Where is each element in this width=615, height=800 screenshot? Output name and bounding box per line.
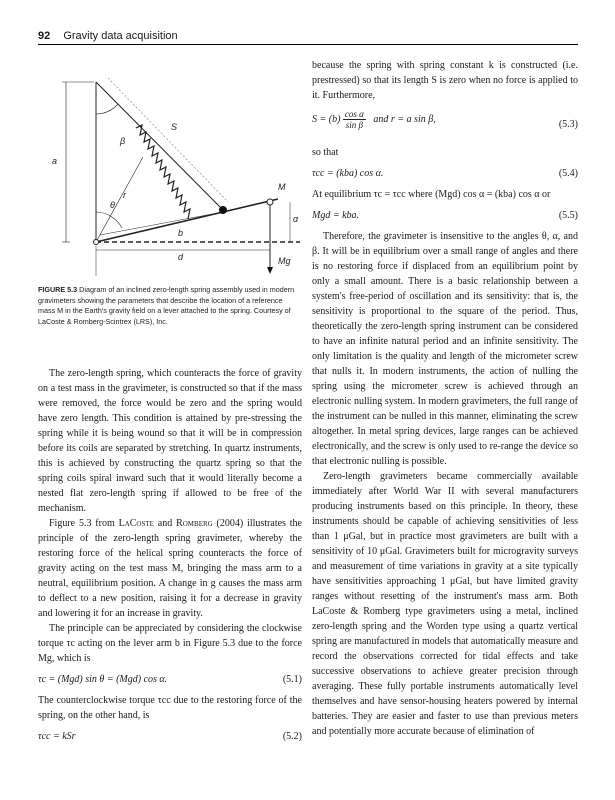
left-paragraph-3: The principle can be appreciated by considering the clockwise torque τc acting on the lever arm b in Figure 5.3 due to the force Mg, which is — [38, 623, 302, 664]
right-paragraph-3: Zero-length gravimeters became commercially available immediately after World War II with several manufacturers producing instruments based on this principle. In theory, these instruments should be capable of achieving sensitivities of less than 1 μGal, but in practice most gravimeters are built with a sensitivity of 10 μGal. Gravimeters built for microgravity surveys and measurement of time variations in gravity at a site typically have sensitivities approaching 1 μGal, but have limited gravity ranges without resetting of the instrument's mass arm. Both LaCoste & Romberg type gravimeters using a metal, inclined zero-length spring and the Worden type using a quartz vertical spring are manufactured in models that automatically measure and record the observations corrected for tidal effects and take successive observations to achieve greater precision through averaging. These fully portable instruments automatically level themselves and have sensor-housing heaters powered by internal batteries. They are easier and faster to use than previous meters and potentially more accurate because of elimination of — [312, 471, 579, 737]
pivot — [94, 240, 99, 245]
label-beta: β — [120, 136, 126, 146]
right-paragraph-1: because the spring with spring constant k is constructed (i.e. prestressed) so that its length S is zero when no force is applied to it. Furthermore, — [312, 60, 578, 101]
fraction: $\frac{\text{cos α}}{\text{sin β}}$ — [344, 109, 364, 130]
equation-number: (5.3) — [558, 119, 578, 130]
running-header — [38, 30, 578, 42]
gravity-arrow — [267, 267, 273, 274]
so-that-text: so that — [312, 147, 339, 158]
running-title: Gravity data acquisition — [63, 30, 178, 42]
label-theta: θ — [110, 200, 115, 210]
reference-mass — [219, 206, 227, 214]
equation-number: (5.4) — [558, 168, 578, 179]
page-number: 92 — [38, 30, 51, 42]
author-romberg: Romberg — [176, 518, 213, 529]
spring-axis — [96, 82, 223, 210]
author-lacoste: LaCoste — [118, 518, 154, 529]
equation-5-4: τcc = (kba) cos α. (5.4) — [312, 168, 578, 179]
left-paragraph-4: The counterclockwise torque τcc due to the restoring force of the spring, on the other hand, is — [38, 695, 302, 721]
label-d: d — [178, 252, 184, 262]
equilibrium-text: At equilibrium τc = τcc where (Mgd) cos α = (kba) cos α or — [312, 189, 551, 200]
header-rule — [38, 44, 578, 45]
equation-5-1: τc = (Mgd) sin θ = (Mgd) cos α. (5.1) — [38, 674, 302, 685]
label-M: M — [278, 182, 286, 192]
spring-assembly-figure — [38, 52, 308, 282]
equation-number: (5.5) — [558, 210, 578, 221]
lever-arm — [96, 199, 278, 242]
right-paragraph-2: Therefore, the gravimeter is insensitive to the angles θ, α, and β. It will be in equilibrium over a small range of angles and there is no restoring force if displaced from an equilibrium point by only a small amount. There is a basic relationship between a system's free-period of oscillation and its sensitivity: that is, the sensitivity is proportional to the square of the period. Thus, theoretically the zero-length spring instrument can be considered to have an infinite natural period and an infinite sensitivity. The only limitation is the quality and length of the micrometer screw that nulls it. In modern instruments, the action of nulling the spring using the micrometer screw is achieved through an electronic nulling system. In modern gravimeters, the full range of the instrument can be nulled in this manner, eliminating the screw altogether. In metal spring devices, large ranges can be achieved electronically, and the screw is only used to re-range the device so that electronic nulling is possible. — [312, 231, 578, 467]
label-S: S — [171, 122, 178, 132]
caption-label: FIGURE 5.3 — [38, 285, 78, 294]
right-column — [312, 58, 578, 739]
label-a: a — [52, 156, 58, 166]
dimension-r — [96, 157, 143, 242]
equation-5-5: Mgd = kba. (5.5) — [312, 210, 578, 221]
equation-5-3: S = (b) $\frac{\text{cos α}}{\text{sin β}}$ and r = a sin β, (5.3) — [312, 109, 578, 130]
equation-number: (5.2) — [282, 731, 302, 742]
label-alpha: α — [293, 214, 299, 224]
helical-spring — [136, 125, 190, 219]
left-paragraph-1: The zero-length spring, which counteracts the force of gravity on a test mass in the gravimeter, is constructed so that if the mass were removed, the force would be zero and the spring would have zero length. This condition is attained by pre-stressing the spring while it is being wound so that it will be in compression before its coils are separated by stretching. In quartz instruments, this is achieved by constructing the quartz spring so that the spring coils spiral inward such that it would literally become a nested flat zero-length spring if allowed to be free of the mechanism. — [38, 368, 302, 514]
left-paragraph-2: Figure 5.3 from LaCoste and Romberg (2004) illustrates the principle of the zero-length spring gravimeter, whereby the restoring force of the helical spring counteracts the force of gravity acting on the test mass M, bringing the mass arm to a neutral, equilibrium position. A change in g causes the mass arm to deflect to a new position, raising it for a decrease in gravity and lowering it for an increase in gravity. — [38, 518, 302, 619]
left-column — [38, 366, 302, 750]
figure-caption — [38, 285, 300, 327]
label-r: r — [123, 190, 126, 200]
label-Mg: Mg — [278, 256, 291, 266]
label-b: b — [178, 228, 184, 238]
equation-5-2: τcc = kSr (5.2) — [38, 731, 302, 742]
equation-number: (5.1) — [282, 674, 302, 685]
caption-text: Diagram of an inclined zero-length spring assembly used in modern gravimeters showing the parameters that describe the location of a reference mass M in the Earth's gravity field on a lever attached to the spring. Courtesy of LaCoste & Romberg-Scintrex (LRS), Inc. — [38, 285, 295, 326]
